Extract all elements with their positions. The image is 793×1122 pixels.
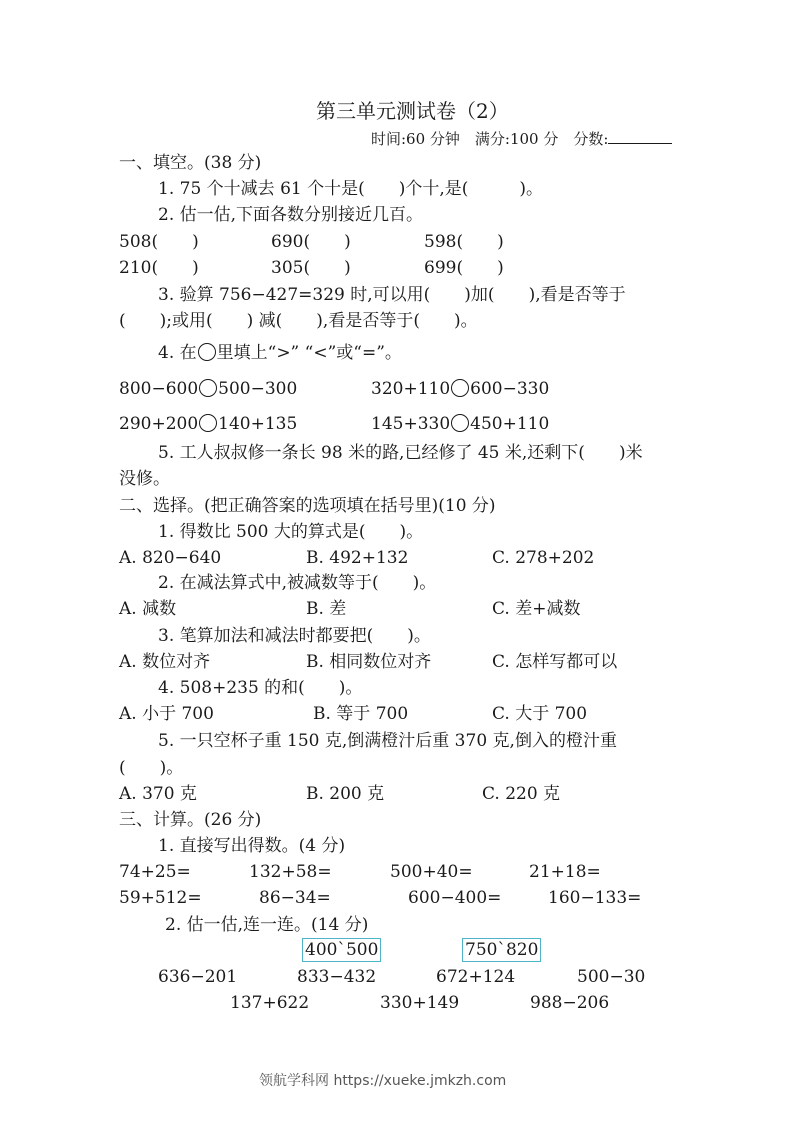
fill-q4-prefix: 4. 在 bbox=[158, 343, 197, 363]
compare-right: 600−330 bbox=[470, 379, 550, 399]
footer-watermark: 领航学科网 https://xueke.jmkzh.com bbox=[259, 1073, 507, 1089]
compare-circle[interactable] bbox=[199, 379, 217, 397]
choice-option: A. 小于 700 bbox=[119, 704, 214, 724]
page-title: 第三单元测试卷（2） bbox=[316, 99, 509, 123]
choice-option: C. 278+202 bbox=[492, 548, 595, 568]
compare-item bbox=[371, 378, 549, 400]
fill-q2-item: 508( ) bbox=[119, 232, 199, 252]
choice-option: C. 220 克 bbox=[482, 784, 561, 804]
compare-circle[interactable] bbox=[199, 414, 217, 432]
compare-item bbox=[119, 413, 297, 435]
compare-item bbox=[119, 378, 297, 400]
choice-option: C. 怎样写都可以 bbox=[492, 652, 618, 672]
calc-item: 160−133= bbox=[548, 888, 642, 908]
fill-q2-item: 305( ) bbox=[271, 258, 351, 278]
compare-left: 320+110 bbox=[371, 379, 451, 399]
calc-item: 500+40= bbox=[390, 862, 473, 882]
section-calc: 三、计算。(26 分) bbox=[119, 810, 262, 830]
fill-q2-item: 598( ) bbox=[424, 232, 504, 252]
match-expr: 137+622 bbox=[230, 993, 310, 1013]
fill-q5-line2: 没修。 bbox=[119, 469, 170, 489]
choice-option: B. 200 克 bbox=[306, 784, 385, 804]
compare-left: 800−600 bbox=[119, 379, 199, 399]
fill-q2-item: 699( ) bbox=[424, 258, 504, 278]
choice-option: C. 差+减数 bbox=[492, 599, 581, 619]
choice-q5-line2: ( )。 bbox=[119, 758, 184, 778]
match-expr: 988−206 bbox=[530, 993, 610, 1013]
match-expr: 636−201 bbox=[158, 967, 238, 987]
fill-q4-suffix: 里填上“>” “<”或“=”。 bbox=[216, 343, 402, 363]
fill-q4 bbox=[158, 342, 402, 364]
match-expr: 833−432 bbox=[297, 967, 377, 987]
match-expr: 500−30 bbox=[577, 967, 646, 987]
range-box bbox=[462, 938, 541, 962]
exam-meta-text: 时间:60 分钟 满分:100 分 分数: bbox=[371, 130, 609, 148]
fill-q1: 1. 75 个十减去 61 个十是( )个十,是( )。 bbox=[158, 179, 544, 199]
choice-q4: 4. 508+235 的和( )。 bbox=[158, 678, 363, 698]
choice-option: A. 数位对齐 bbox=[119, 652, 211, 672]
calc-item: 600−400= bbox=[408, 888, 502, 908]
calc-q2: 2. 估一估,连一连。(14 分) bbox=[165, 915, 369, 935]
calc-item: 86−34= bbox=[259, 888, 331, 908]
fill-q2-item: 690( ) bbox=[271, 232, 351, 252]
match-expr: 672+124 bbox=[436, 967, 516, 987]
fill-q5-line1: 5. 工人叔叔修一条长 98 米的路,已经修了 45 米,还剩下( )米 bbox=[158, 443, 643, 463]
circle-icon bbox=[198, 343, 216, 361]
calc-item: 21+18= bbox=[529, 862, 601, 882]
calc-item: 132+58= bbox=[249, 862, 332, 882]
fill-q3-line2: ( );或用( ) 减( ),看是否等于( )。 bbox=[119, 311, 478, 331]
choice-q5-line1: 5. 一只空杯子重 150 克,倒满橙汁后重 370 克,倒入的橙汁重 bbox=[158, 731, 617, 751]
compare-right: 140+135 bbox=[218, 414, 298, 434]
compare-right: 450+110 bbox=[470, 414, 550, 434]
choice-option: C. 大于 700 bbox=[492, 704, 588, 724]
section-fill-blank: 一、填空。(38 分) bbox=[119, 153, 262, 173]
choice-option: A. 820−640 bbox=[119, 548, 222, 568]
choice-option: A. 370 克 bbox=[119, 784, 197, 804]
fill-q2-item: 210( ) bbox=[119, 258, 199, 278]
choice-q3: 3. 笔算加法和减法时都要把( )。 bbox=[158, 626, 431, 646]
fill-q3-line1: 3. 验算 756−427=329 时,可以用( )加( ),看是否等于 bbox=[158, 285, 626, 305]
exam-meta bbox=[371, 128, 672, 150]
choice-option: A. 减数 bbox=[119, 599, 177, 619]
choice-option: B. 等于 700 bbox=[313, 704, 409, 724]
range-label: 750ˋ820 bbox=[462, 938, 541, 962]
compare-circle[interactable] bbox=[451, 379, 469, 397]
compare-right: 500−300 bbox=[218, 379, 298, 399]
section-choice: 二、选择。(把正确答案的选项填在括号里)(10 分) bbox=[119, 496, 496, 516]
calc-q1: 1. 直接写出得数。(4 分) bbox=[158, 836, 346, 856]
range-box bbox=[302, 938, 381, 962]
choice-option: B. 差 bbox=[306, 599, 347, 619]
compare-left: 290+200 bbox=[119, 414, 199, 434]
compare-left: 145+330 bbox=[371, 414, 451, 434]
choice-option: B. 相同数位对齐 bbox=[306, 652, 432, 672]
choice-q2: 2. 在减法算式中,被减数等于( )。 bbox=[158, 573, 437, 593]
calc-item: 59+512= bbox=[119, 888, 202, 908]
score-blank[interactable] bbox=[608, 129, 672, 144]
fill-q2: 2. 估一估,下面各数分别接近几百。 bbox=[158, 205, 424, 225]
calc-item: 74+25= bbox=[119, 862, 191, 882]
choice-q1: 1. 得数比 500 大的算式是( )。 bbox=[158, 522, 424, 542]
compare-item bbox=[371, 413, 549, 435]
match-expr: 330+149 bbox=[380, 993, 460, 1013]
range-label: 400ˋ500 bbox=[302, 938, 381, 962]
compare-circle[interactable] bbox=[451, 414, 469, 432]
choice-option: B. 492+132 bbox=[306, 548, 409, 568]
